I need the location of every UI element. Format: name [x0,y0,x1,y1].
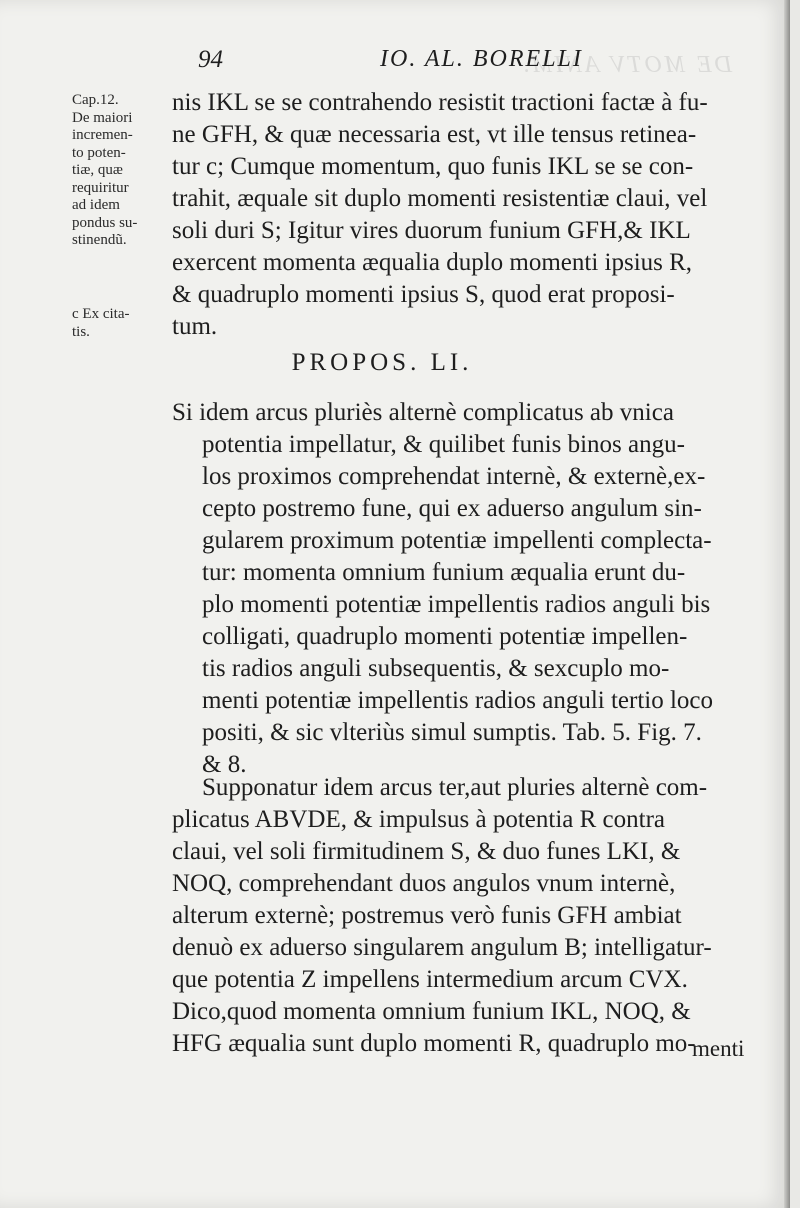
text-line: & quadruplo momenti ipsius S, quod erat proposi- [172,281,675,308]
text-line: claui, vel soli firmitudinem S, & duo funes LKI, & [172,838,681,865]
text-line: tur c; Cumque momentum, quo funis IKL se se con- [172,153,694,180]
text-line: tum. [172,313,218,340]
text-line: colligati, quadruplo momenti potentiæ impellen- [202,623,688,650]
text-line: Supponatur idem arcus ter,aut pluries alternè com- [202,774,708,801]
margin-note-line: Cap.12. [72,92,119,108]
text-line: HFG æqualia sunt duplo momenti R, quadruplo mo- [172,1030,696,1057]
text-line: que potentia Z impellens intermedium arcum CVX. [172,966,688,993]
margin-note-line: ad idem [72,197,120,213]
text-line: NOQ, comprehendant duos angulos vnum internè, [172,870,676,897]
margin-note-line: to poten- [72,144,126,161]
text-line: los proximos comprehendat internè, & externè,ex- [202,463,706,490]
margin-note-line: tis. [72,323,90,340]
margin-note-line: requiritur [72,179,129,196]
text-line: plo momenti potentiæ impellentis radios anguli bis [202,591,711,618]
margin-note-chapter [72,92,164,250]
text-line: menti potentiæ impellentis radios anguli tertio loco [202,687,714,714]
text-line: denuò ex aduerso singularem angulum B; intelligatur- [172,934,712,961]
text-line: Dico,quod momenta omnium funium IKL, NOQ, & [172,998,691,1025]
text-line: tur: momenta omnium funium æqualia erunt du- [202,559,686,586]
text-line: Si idem arcus pluriès alternè complicatus ab vnica [172,399,674,426]
margin-note-line: c Ex cita- [72,306,130,322]
text-line: tis radios anguli subsequentis, & sexcuplo mo- [202,655,670,682]
text-line: cepto postremo fune, qui ex aduerso angulum sin- [202,495,702,522]
proposition-text [172,397,772,781]
text-line: gularem proximum potentiæ impellenti complecta- [202,527,712,554]
page-header [0,44,790,84]
text-line: positi, & sic vlteriùs simul sumptis. Tab. 5. Fig. 7. [202,719,702,746]
text-line: & 8. [202,751,247,778]
catchword: menti [692,1036,745,1061]
text-line: ne GFH, & quæ necessaria est, vt ille tensus retinea- [172,121,697,148]
text-line: trahit, æquale sit duplo momenti resistentiæ claui, vel [172,185,708,212]
body-paragraph-2 [172,772,772,1060]
text-line: alterum externè; postremus verò funis GFH ambiat [172,902,682,929]
margin-note-reference [72,306,164,341]
text-line: potentia impellatur, & quilibet funis binos angu- [202,431,685,458]
text-line: soli duri S; Igitur vires duorum funium GFH,& IKL [172,217,691,244]
margin-note-line: pondus su- [72,214,138,231]
margin-note-line: incremen- [72,127,133,143]
body-paragraph-1 [172,87,772,343]
proposition-heading: PROPOS. LI. [291,349,473,376]
margin-note-line: De maiori [72,109,133,126]
page-edge-shadow [784,0,790,1208]
margin-note-line: tiæ, quæ [72,162,123,178]
bleed-through: DE MOTV ANIM. [520,52,733,78]
page-number: 94 [198,46,223,73]
running-head: IO. AL. BORELLI [380,46,583,72]
text-line: plicatus ABVDE, & impulsus à potentia R contra [172,806,665,833]
text-line: exercent momenta æqualia duplo momenti ipsius R, [172,249,693,276]
text-line: nis IKL se se contrahendo resistit tractioni factæ à fu- [172,89,708,116]
margin-note-line: stinendũ. [72,232,127,248]
